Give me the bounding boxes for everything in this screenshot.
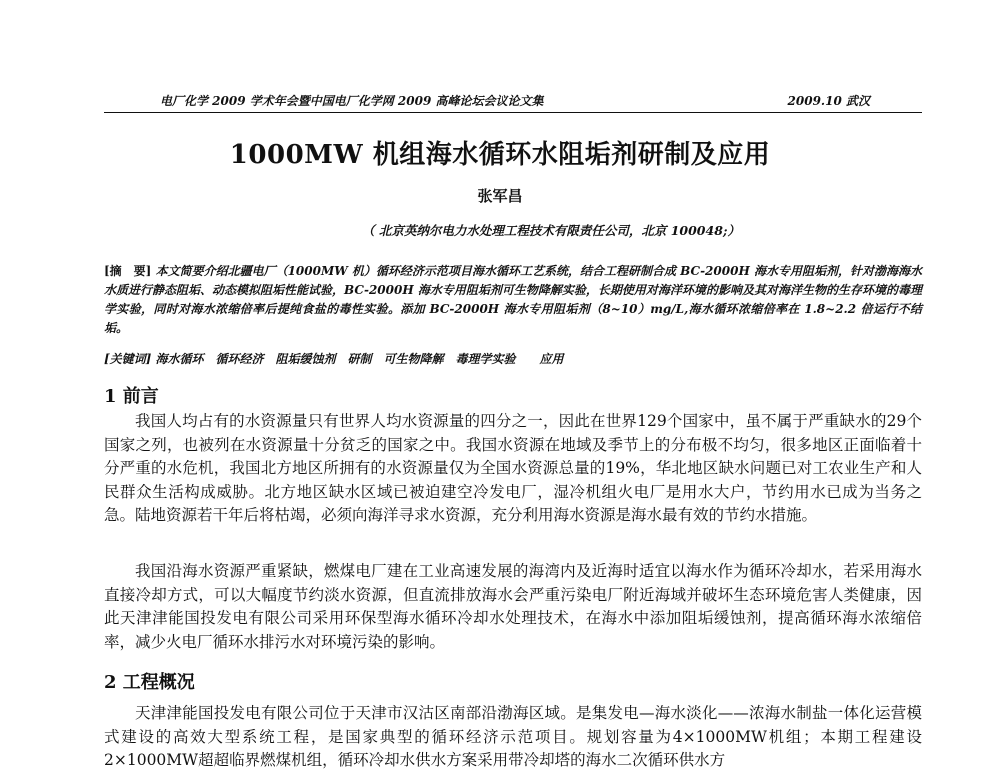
body-paragraph: 我国人均占有的水资源量只有世界人均水资源量的四分之一，因此在世界129个国家中，虽不属于严重缺水的29个国家之列，也被列在水资源量十分贫乏的国家之中。我国水资源在地域及季节上的分布极不均匀，很多地区正面临着十分严重的水危机，我国北方地区所拥有的水资源量仅为全国水资源总量的19%，华北地区缺水问题已对工农业生产和人民群众生活构成威胁。北方地区缺水区域已被迫建空冷发电厂，湿冷机组火电厂是用水大户，节约用水已成为当务之急。陆地资源若干年后将枯竭，必须向海洋寻求水资源，充分利用海水资源是海水最有效的节约水措施。 <box>104 412 922 524</box>
running-header <box>104 92 922 113</box>
author-affiliation: （ 北京英纳尔电力水处理工程技术有限责任公司，北京 100048;） <box>362 223 741 238</box>
keywords-label: [关键词] <box>104 352 152 366</box>
abstract <box>104 262 922 338</box>
paper-title: 1000MW 机组海水循环水阻垢剂研制及应用 <box>229 140 771 170</box>
section-heading-project-overview: 2 工程概况 <box>104 672 195 693</box>
keywords-text: 海水循环 循环经济 阻垢缓蚀剂 研制 可生物降解 毒理学实验 应用 <box>155 352 564 366</box>
proceedings-title: 电厂化学 2009 学术年会暨中国电厂化学网 2009 高峰论坛会议论文集 <box>160 94 544 108</box>
conference-date-location: 2009.10 武汉 <box>787 94 870 108</box>
author-name: 张军昌 <box>477 187 523 205</box>
body-paragraph: 天津津能国投发电有限公司位于天津市汉沽区南部沿渤海区域。是集发电—海水淡化——浓海水制盐一体化运营模式建设的高效大型系统工程，是国家典型的循环经济示范项目。规划容量为4×1000MW机组；本期工程建设2×1000MW超超临界燃煤机组，循环冷却水供水方案采用带冷却塔的海水二次循环供水方 <box>104 704 922 769</box>
body-paragraph: 我国沿海水资源严重紧缺，燃煤电厂建在工业高速发展的海湾内及近海时适宜以海水作为循环冷却水，若采用海水直接冷却方式，可以大幅度节约淡水资源，但直流排放海水会严重污染电厂附近海域并破坏生态环境危害人类健康，因此天津津能国投发电有限公司采用环保型海水循环冷却水处理技术，在海水中添加阻垢缓蚀剂，提高循环海水浓缩倍率，减少火电厂循环水排污水对环境污染的影响。 <box>104 562 922 651</box>
abstract-text: 本文简要介绍北疆电厂（1000MW 机）循环经济示范项目海水循环工艺系统，结合工程研制合成 BC-2000H 海水专用阻垢剂，针对渤海海水水质进行静态阻垢、动态模拟阻垢性能试验，BC-2000H 海水专用阻垢剂可生物降解实验，长期使用对海洋环境的影响及其对海洋生物的生存环境的毒理学实验，同时对海水浓缩倍率后提纯食盐的毒性实验。添加 BC-2000H 海水专用阻垢剂（8~10）mg/L,海水循环浓缩倍率在 1.8~2.2 倍运行不结垢。 <box>104 264 922 335</box>
keywords <box>104 350 922 367</box>
abstract-label: [摘 要] <box>104 264 152 278</box>
section-heading-introduction: 1 前言 <box>104 386 159 407</box>
